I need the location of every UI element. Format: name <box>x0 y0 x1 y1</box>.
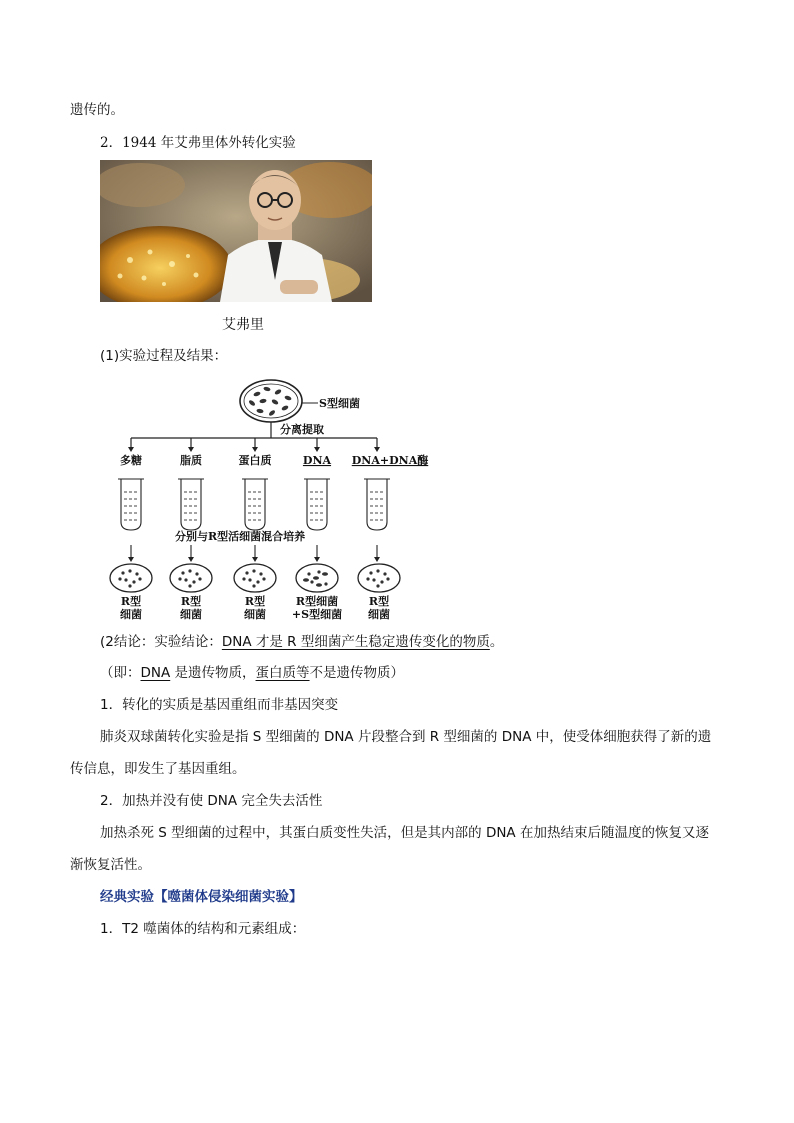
conclusion-line <box>100 633 503 651</box>
result-label: 细菌 <box>244 608 266 621</box>
note-c: 不是遗传物质） <box>309 665 405 681</box>
component-label: 脂质 <box>180 454 202 467</box>
avery-portrait-image <box>100 160 372 302</box>
point-heading: 1．T2 噬菌体的结构和元素组成： <box>100 921 306 937</box>
photo-caption: 艾弗里 <box>222 317 264 333</box>
result-label: R型 <box>120 595 142 608</box>
point-heading: 1．转化的实质是基因重组而非基因突变 <box>100 697 339 713</box>
component-label: 多糖 <box>120 454 142 467</box>
avery-experiment-diagram <box>100 375 450 625</box>
conclusion-underlined: DNA 才是 R 型细菌产生稳定遗传变化的物质 <box>221 634 490 650</box>
result-label: R型 <box>368 595 390 608</box>
result-label: R型 <box>244 595 266 608</box>
result-dishes <box>110 564 400 592</box>
test-tubes <box>118 479 390 530</box>
component-label: DNA+DNA酶 <box>351 454 429 467</box>
result-label: +S型细菌 <box>291 608 343 621</box>
result-label: R型细菌 <box>295 595 339 608</box>
result-label: R型 <box>180 595 202 608</box>
source-label: S型细菌 <box>319 397 360 410</box>
point-heading: 2．加热并没有使 DNA 完全失去活性 <box>100 793 323 809</box>
s-bacteria-dish <box>240 380 302 422</box>
note-line <box>100 664 404 682</box>
section-heading <box>100 134 296 152</box>
extract-label: 分离提取 <box>280 423 324 436</box>
avery-photo <box>100 160 372 302</box>
note-dna: DNA <box>140 665 171 681</box>
text-line: (1)实验过程及结果： <box>100 348 228 364</box>
paragraph-line: 渐恢复活性。 <box>70 857 151 873</box>
component-label: DNA <box>302 454 332 467</box>
result-label: 细菌 <box>368 608 390 621</box>
heading-text: 2．1944 年艾弗里体外转化实验 <box>100 135 296 151</box>
result-label: 细菌 <box>180 608 202 621</box>
note-protein: 蛋白质等 <box>255 665 310 681</box>
note-b: 是遗传物质， <box>170 665 256 681</box>
conclusion-end: 。 <box>489 634 504 650</box>
component-label: 蛋白质 <box>238 454 272 467</box>
paragraph-line: 传信息，即发生了基因重组。 <box>70 761 246 777</box>
paragraph-line: 加热杀死 S 型细菌的过程中，其蛋白质变性失活，但是其内部的 DNA 在加热结束后随温度的恢复又逐 <box>100 825 709 841</box>
result-label: 细菌 <box>120 608 142 621</box>
conclusion-prefix: (2结论：实验结论： <box>100 634 222 650</box>
text-line: 遗传的。 <box>70 102 124 118</box>
mix-label: 分别与R型活细菌混合培养 <box>175 530 306 543</box>
paragraph-line: 肺炎双球菌转化实验是指 S 型细菌的 DNA 片段整合到 R 型细菌的 DNA 中，使受体细胞获得了新的遗 <box>100 729 712 745</box>
classic-experiment-heading: 经典实验【噬菌体侵染细菌实验】 <box>100 889 303 905</box>
note-a: （即： <box>100 665 141 681</box>
